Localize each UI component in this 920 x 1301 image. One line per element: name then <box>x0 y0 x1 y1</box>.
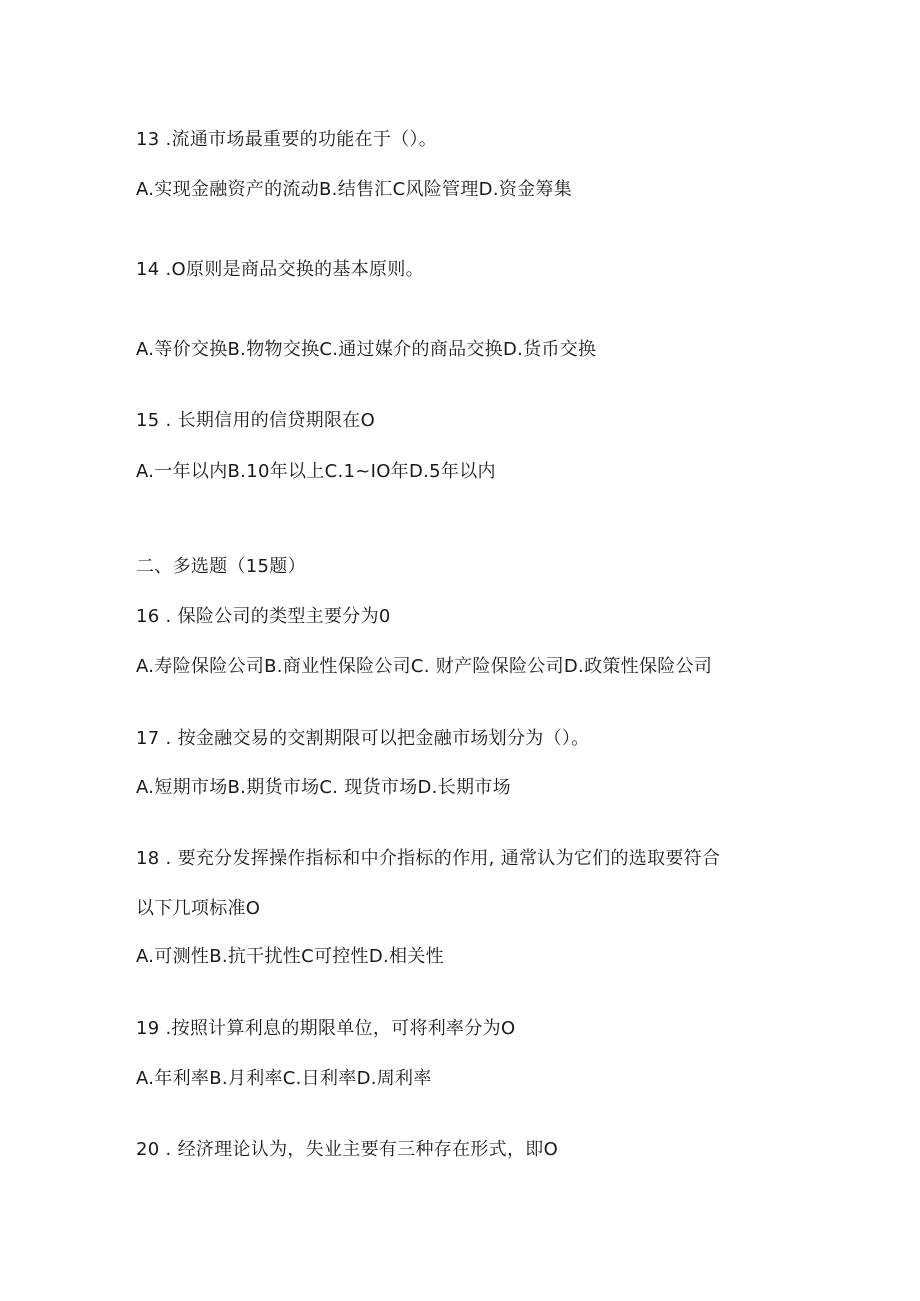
question-13-options: A.实现金融资产的流动B.结售汇C风险管理D.资金筹集 <box>136 179 573 200</box>
question-17-text: 17 . 按金融交易的交割期限可以把金融市场划分为（）。 <box>136 728 590 749</box>
question-19-text: 19 .按照计算利息的期限单位，可将利率分为O <box>136 1018 516 1039</box>
question-19-options: A.年利率B.月利率C.日利率D.周利率 <box>136 1068 432 1089</box>
section-heading: 二、多选题（15题） <box>136 556 306 577</box>
question-15-text: 15 . 长期信用的信贷期限在O <box>136 410 376 431</box>
question-20-text: 20 . 经济理论认为，失业主要有三种存在形式，即O <box>136 1139 559 1160</box>
question-18-text-continued: 以下几项标准O <box>136 898 261 919</box>
question-16-options: A.寿险保险公司B.商业性保险公司C. 财产险保险公司D.政策性保险公司 <box>136 656 713 677</box>
question-14-text: 14 .O原则是商品交换的基本原则。 <box>136 259 424 280</box>
question-17-options: A.短期市场B.期货市场C. 现货市场D.长期市场 <box>136 777 511 798</box>
question-18-options: A.可测性B.抗干扰性C可控性D.相关性 <box>136 946 444 967</box>
question-16-text: 16 . 保险公司的类型主要分为0 <box>136 606 391 627</box>
question-14-options: A.等价交换B.物物交换C.通过媒介的商品交换D.货币交换 <box>136 339 597 360</box>
question-15-options: A.一年以内B.10年以上C.1~IO年D.5年以内 <box>136 461 496 482</box>
question-18-text: 18 . 要充分发挥操作指标和中介指标的作用, 通常认为它们的选取要符合 <box>136 848 721 869</box>
question-13-text: 13 .流通市场最重要的功能在于（）。 <box>136 129 438 150</box>
